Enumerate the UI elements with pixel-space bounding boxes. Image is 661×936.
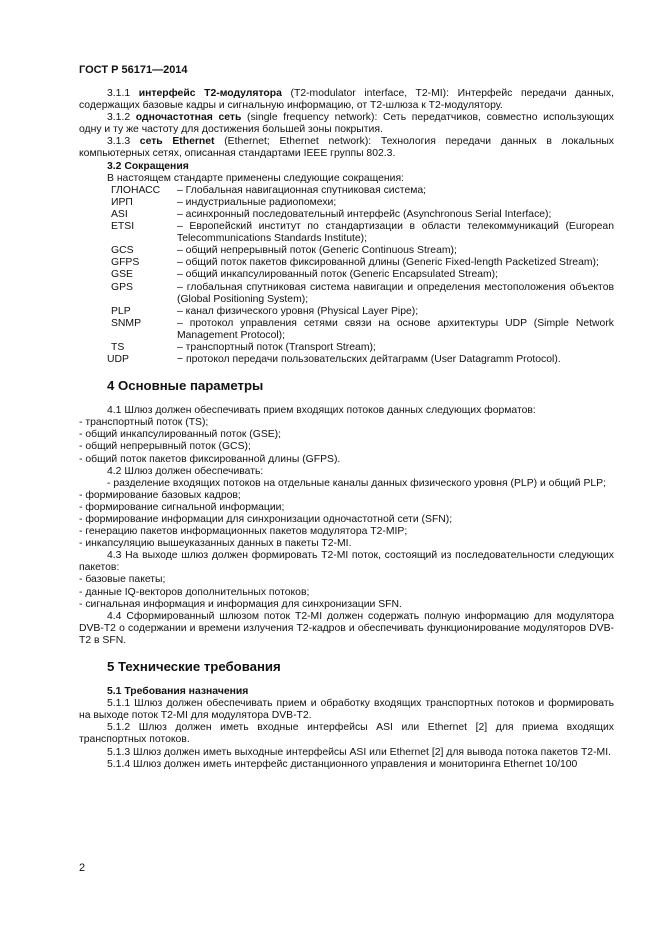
abbreviation-key: GPS: [111, 281, 133, 293]
list-item: - общий инкапсулированный поток (GSE);: [79, 429, 282, 441]
section-4-heading: 4 Основные параметры: [107, 378, 264, 394]
abbreviation-value: – индустриальные радиопомехи;: [177, 196, 337, 208]
paragraph-5-1-4: 5.1.4 Шлюз должен иметь интерфейс дистанционного управления и мониторинга Ethernet 10/100: [107, 758, 578, 770]
section-5-heading: 5 Технические требования: [107, 659, 281, 675]
list-item: - разделение входящих потоков на отдельные каналы данных физического уровня (PLP) и общий PLP;: [107, 477, 606, 489]
paragraph-5-1-3: 5.1.3 Шлюз должен иметь выходные интерфейсы ASI или Ethernet [2] для вывода потока пакетов T2-MI.: [107, 746, 611, 758]
definition-number: 3.1.3: [107, 136, 140, 148]
abbreviation-row: [79, 354, 614, 366]
abbreviation-key: SNMP: [111, 317, 142, 329]
list-item: - общий непрерывный поток (GCS);: [79, 441, 251, 453]
abbreviation-value: – транспортный поток (Transport Stream);: [177, 341, 376, 353]
definition-number: 3.1.2: [107, 112, 136, 124]
abbreviation-key: GFPS: [111, 257, 140, 269]
abbreviation-key: ETSI: [111, 221, 135, 233]
list-item: - формирование базовых кадров;: [79, 489, 241, 501]
definition-3-1-3: [79, 136, 614, 160]
section-5-1-heading: 5.1 Требования назначения: [107, 686, 249, 698]
abbreviation-key: ИРП: [111, 196, 133, 208]
abbreviation-row: [107, 282, 614, 306]
abbreviation-row: [107, 306, 614, 318]
paragraph-4-4: 4.4 Сформированный шлюзом поток T2-MI должен содержать полную информацию для модулятора DVB-T2 о содержании и времени излучения Т2-кадров и обеспечивать функционирование модуляторов DVB-T2 в SFN.: [79, 610, 614, 646]
abbreviation-value: – глобальная спутниковая система навигации и определения местоположения объектов (Global Positioning System);: [177, 281, 614, 305]
abbreviations-intro: В настоящем стандарте применены следующие сокращения:: [107, 172, 404, 184]
abbreviation-value: – общий инкапсулированный поток (Generic Encapsulated Stream);: [177, 269, 499, 281]
abbreviation-row: [107, 257, 614, 269]
definition-text: (single frequency network): Сеть передатчиков, совместно использующих одну и ту же частоту для достижения большей зоны покрытия.: [79, 112, 615, 136]
list-item: - формирование информации для синхронизации одночастотной сети (SFN);: [79, 514, 453, 525]
abbreviation-row: [107, 245, 614, 257]
abbreviations-list: [79, 185, 614, 354]
abbreviation-key: TS: [111, 341, 125, 353]
abbreviation-row: [107, 209, 614, 221]
list-item: - данные IQ-векторов дополнительных потоков;: [79, 586, 310, 598]
page-number: 2: [79, 862, 86, 874]
abbreviation-key: GSE: [111, 269, 133, 281]
definition-term: интерфейс Т2-модулятора: [138, 88, 282, 99]
list-item: - формирование сигнальной информации;: [79, 501, 285, 513]
definition-3-1-1: [79, 88, 614, 112]
list-item: - общий поток пакетов фиксированной длины (GFPS).: [79, 453, 341, 465]
document-header: ГОСТ Р 56171—2014: [79, 64, 188, 76]
abbreviation-value: − протокол передачи пользовательских дейтаграмм (User Datagramm Protocol).: [177, 354, 561, 366]
definition-3-1-2: [79, 112, 614, 136]
paragraph-5-1-1: 5.1.1 Шлюз должен обеспечивать прием и обработку входящих транспортных потоков и формировать на выходе поток T2-MI для модулятора DVB-T2.: [79, 698, 614, 722]
abbreviation-row: [107, 185, 614, 197]
abbreviation-key: PLP: [111, 305, 131, 317]
abbreviation-row: [107, 269, 614, 281]
list-item: - транспортный поток (TS);: [79, 417, 209, 429]
abbreviation-value: – асинхронный последовательный интерфейс (Asynchronous Serial Interface);: [177, 208, 552, 220]
abbreviation-row: [107, 221, 614, 245]
abbreviation-row: [107, 342, 614, 354]
abbreviation-row: [107, 197, 614, 209]
abbreviation-key: GCS: [111, 245, 134, 257]
abbreviation-key: ASI: [111, 208, 128, 220]
paragraph-4-1: 4.1 Шлюз должен обеспечивать прием входящих потоков данных следующих форматов:: [107, 405, 536, 417]
abbreviation-value: – протокол управления сетями связи на основе архитектуры UDP (Simple Network Management Protocol);: [177, 317, 614, 341]
abbreviation-key: UDP: [107, 354, 129, 366]
paragraph-5-1-2: 5.1.2 Шлюз должен иметь входные интерфейсы ASI или Ethernet [2] для приема входящих транспортных потоков.: [79, 722, 614, 746]
list-item: - базовые пакеты;: [79, 574, 166, 586]
list-item: - генерацию пакетов информационных пакетов модулятора T2-MIP;: [79, 526, 408, 538]
definition-term: сеть Ethernet: [139, 136, 215, 148]
definition-text: (T2-modulator interface, T2-MI): Интерфейс передачи данных, содержащих базовые кадры и сигнальную информацию, от Т2-шлюза к Т2-модулятору.: [79, 88, 614, 112]
definition-text: (Ethernet; Ethernet network): Технология передачи данных в локальных компьютерных сетях, описанная стандартами IEEE группы 802.3.: [79, 136, 614, 160]
abbreviations-heading: 3.2 Сокращения: [107, 160, 189, 172]
abbreviation-value: – канал физического уровня (Physical Layer Pipe);: [177, 305, 419, 317]
document-body: [79, 88, 614, 771]
definition-term: одночастотная сеть: [135, 112, 242, 124]
paragraph-4-2: 4.2 Шлюз должен обеспечивать:: [107, 465, 264, 477]
abbreviation-value: – Глобальная навигационная спутниковая система;: [177, 184, 427, 196]
definition-number: 3.1.1: [107, 88, 139, 99]
abbreviation-value: – Европейский институт по стандартизации в области телекоммуникаций (European Telecommunications Standards Institute);: [177, 221, 614, 245]
abbreviation-value: – общий поток пакетов фиксированной длины (Generic Fixed-length Packetized Stream);: [177, 257, 599, 269]
list-item: - инкапсуляцию вышеуказанных данных в пакеты T2-MI.: [79, 538, 352, 550]
abbreviation-value: – общий непрерывный поток (Generic Continuous Stream);: [177, 245, 457, 257]
list-item: - сигнальная информация и информация для синхронизации SFN.: [79, 598, 402, 610]
abbreviation-row: [107, 318, 614, 342]
paragraph-4-3: 4.3 На выходе шлюз должен формировать T2-MI поток, состоящий из последовательности следующих пакетов:: [79, 550, 614, 574]
abbreviation-key: ГЛОНАСС: [111, 184, 161, 196]
